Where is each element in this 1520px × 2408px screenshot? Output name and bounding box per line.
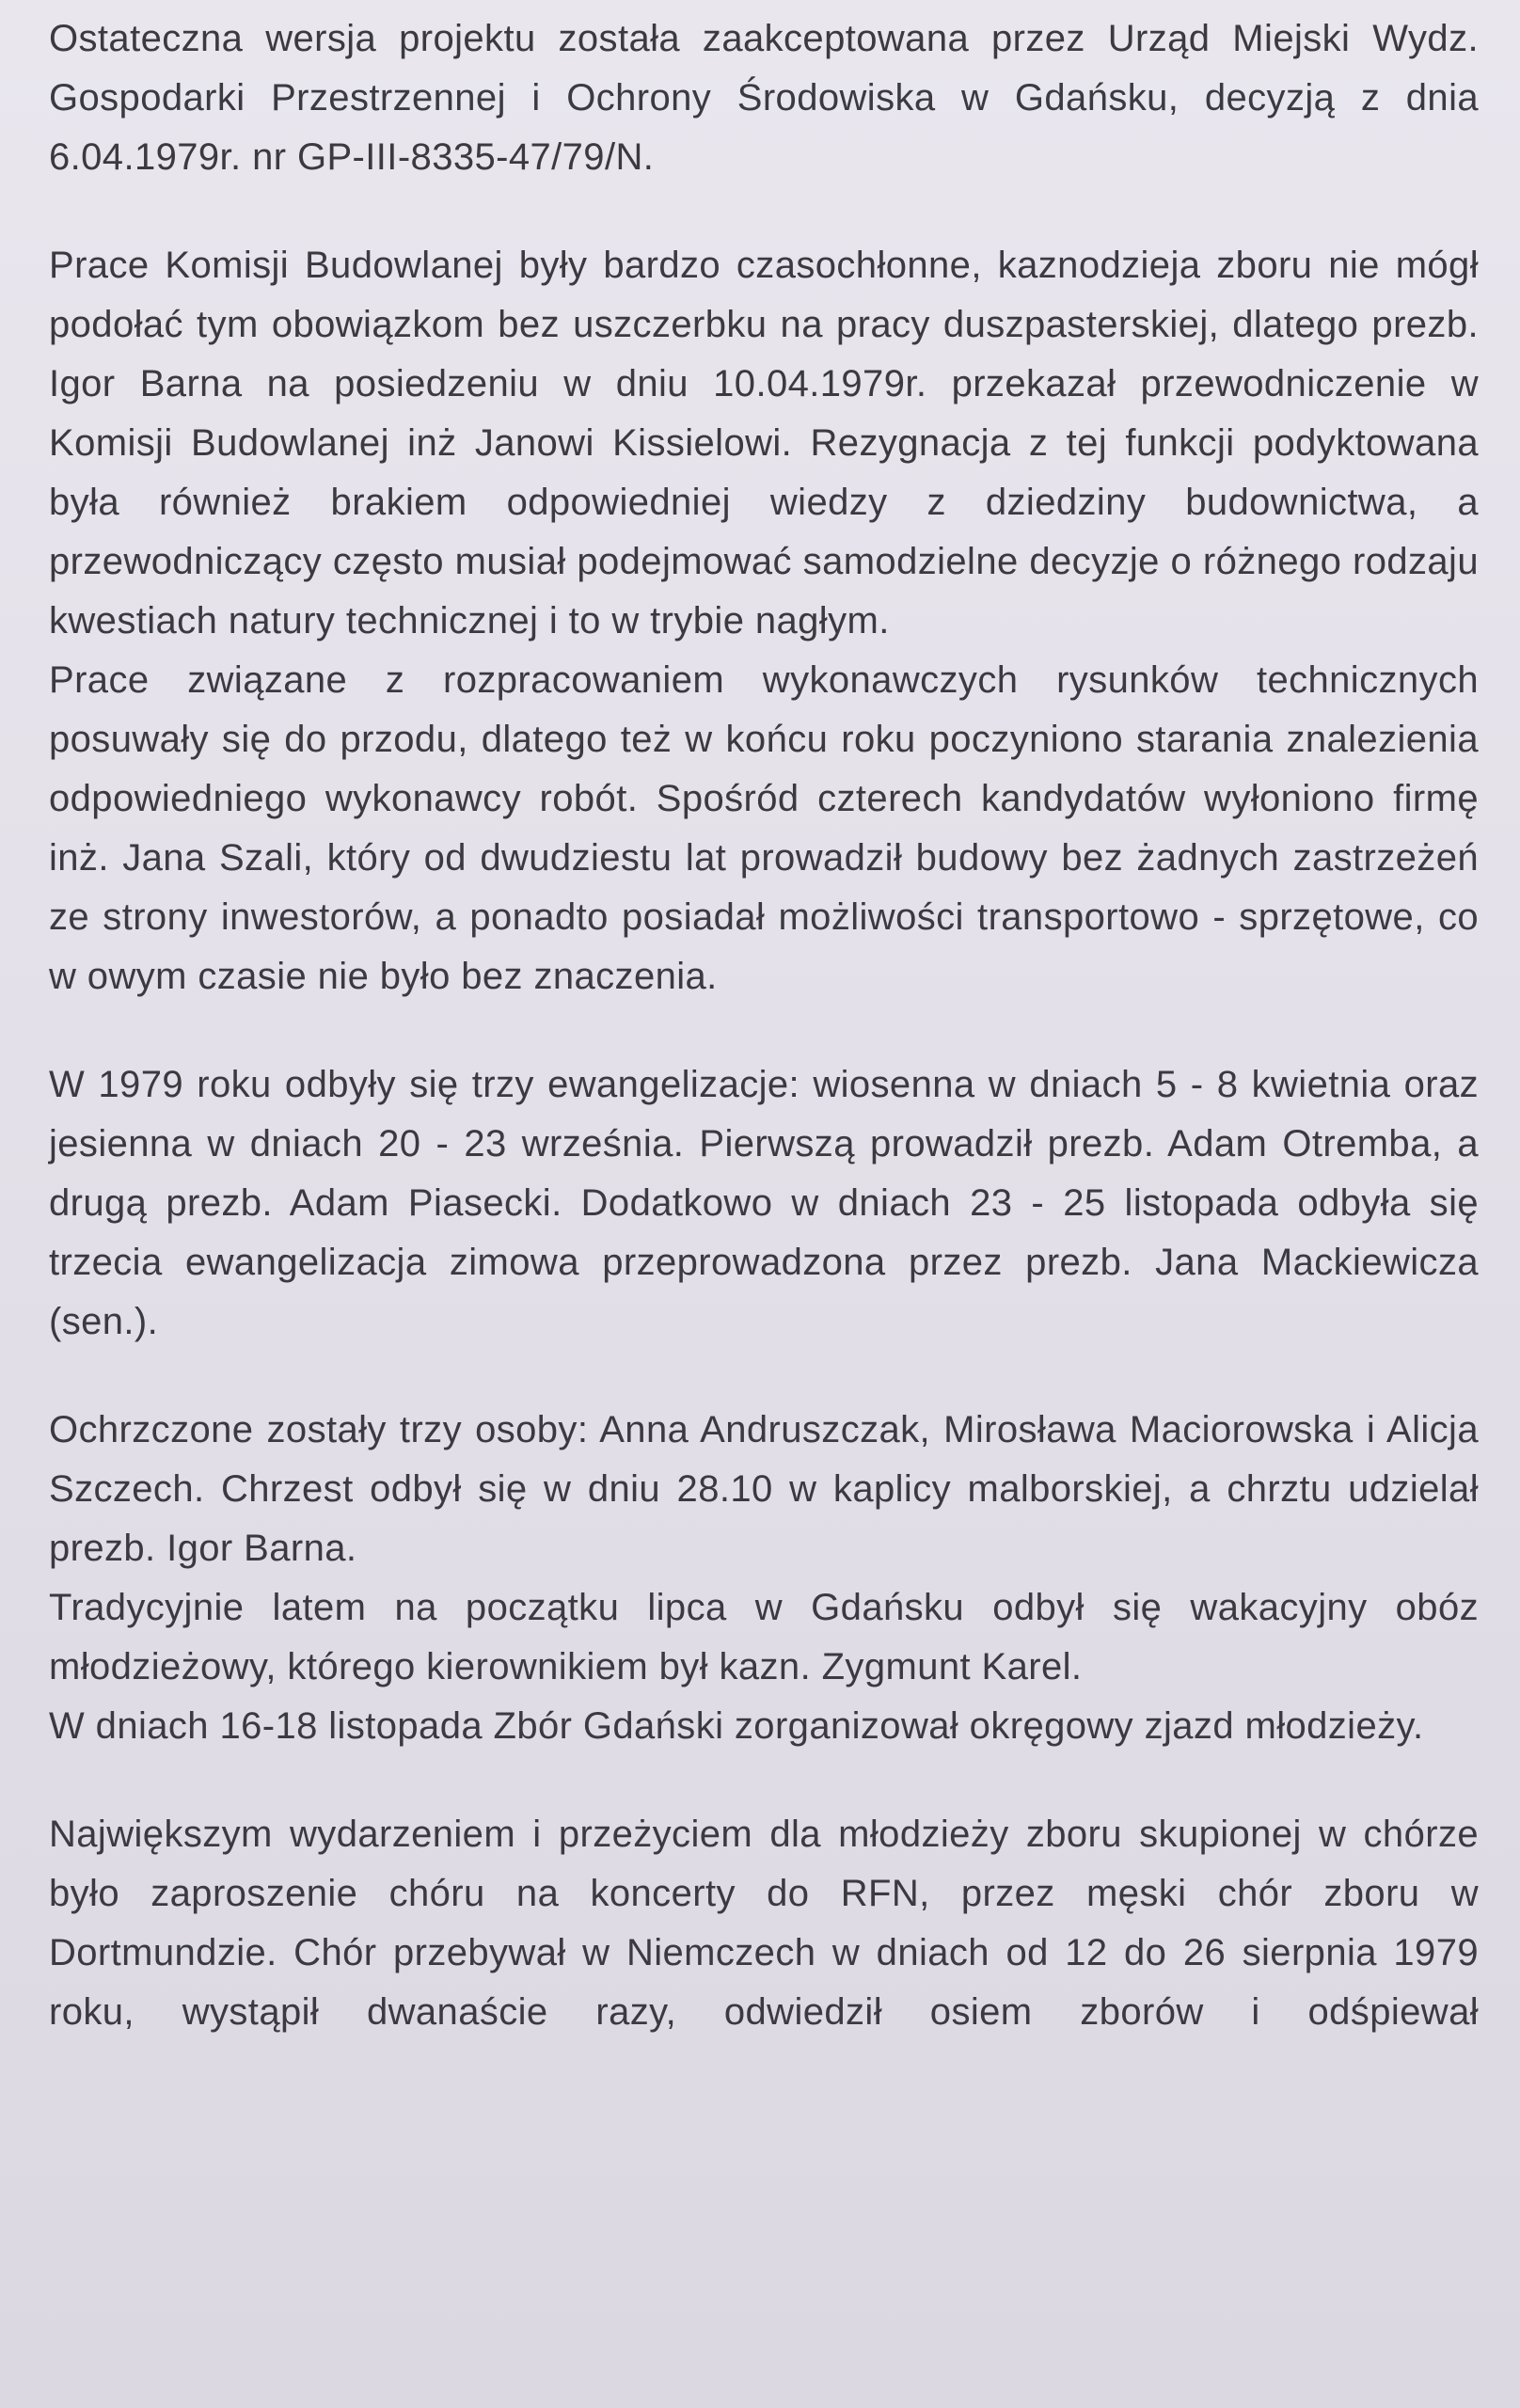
- paragraph-youth-camp: Tradycyjnie latem na początku lipca w Gdańsku odbył się wakacyjny obóz młodzieżowy, którego kierownikiem był kazn. Zygmunt Karel.: [49, 1587, 1479, 1687]
- paragraph-spacer: [49, 1756, 1479, 1805]
- paragraph-baptisms: Ochrzczone zostały trzy osoby: Anna Andruszczak, Mirosława Maciorowska i Alicja Szczech. Chrzest odbył się w dniu 28.10 w kaplicy malborskiej, a chrztu udzielał prezb. Igor Barna.: [49, 1409, 1479, 1569]
- paragraph-spacer: [49, 187, 1479, 236]
- paragraph-youth-convention: W dniach 16-18 listopada Zbór Gdański zorganizował okręgowy zjazd młodzieży.: [49, 1705, 1424, 1747]
- paragraph-choir-concerts: Największym wydarzeniem i przeżyciem dla młodzieży zboru skupionej w chórze było zaproszenie chóru na koncerty do RFN, przez męski chór zboru w Dortmundzie. Chór przebywał w Niemczech w dniach od 12 do 26 sierpnia 1979 roku, wystąpił dwanaście razy, odwiedził osiem zborów i odśpiewał: [49, 1814, 1479, 2033]
- paragraph-evangelizations: W 1979 roku odbyły się trzy ewangelizacje: wiosenna w dniach 5 - 8 kwietnia oraz jesienna w dniach 20 - 23 września. Pierwszą prowadził prezb. Adam Otremba, a drugą prezb. Adam Piasecki. Dodatkowo w dniach 23 - 25 listopada odbyła się trzecia ewangelizacja zimowa przeprowadzona przez prezb. Jana Mackiewicza (sen.).: [49, 1064, 1479, 1342]
- paragraph-spacer: [49, 1352, 1479, 1401]
- paragraph-spacer: [49, 1006, 1479, 1055]
- paragraph-project-approval: Ostateczna wersja projektu została zaakceptowana przez Urząd Miejski Wydz. Gospodarki Przestrzennej i Ochrony Środowiska w Gdańsku, decyzją z dnia 6.04.1979r. nr GP-III-8335-47/79/N.: [49, 18, 1479, 178]
- paragraph-technical-drawings: Prace związane z rozpracowaniem wykonawczych rysunków technicznych posuwały się do przodu, dlatego też w końcu roku poczyniono starania znalezienia odpowiedniego wykonawcy robót. Spośród czterech kandydatów wyłoniono firmę inż. Jana Szali, który od dwudziestu lat prowadził budowy bez żadnych zastrzeżeń ze strony inwestorów, a ponadto posiadał możliwości transportowo - sprzętowe, co w owym czasie nie było bez znaczenia.: [49, 659, 1479, 997]
- paragraph-building-commission: Prace Komisji Budowlanej były bardzo czasochłonne, kaznodzieja zboru nie mógł podołać tym obowiązkom bez uszczerbku na pracy duszpasterskiej, dlatego prezb. Igor Barna na posiedzeniu w dniu 10.04.1979r. przekazał przewodniczenie w Komisji Budowlanej inż Janowi Kissielowi. Rezygnacja z tej funkcji podyktowana była również brakiem odpowiedniej wiedzy z dziedziny budownictwa, a przewodniczący często musiał podejmować samodzielne decyzje o różnego rodzaju kwestiach natury technicznej i to w trybie nagłym.: [49, 245, 1479, 642]
- document-body: [49, 9, 1479, 2042]
